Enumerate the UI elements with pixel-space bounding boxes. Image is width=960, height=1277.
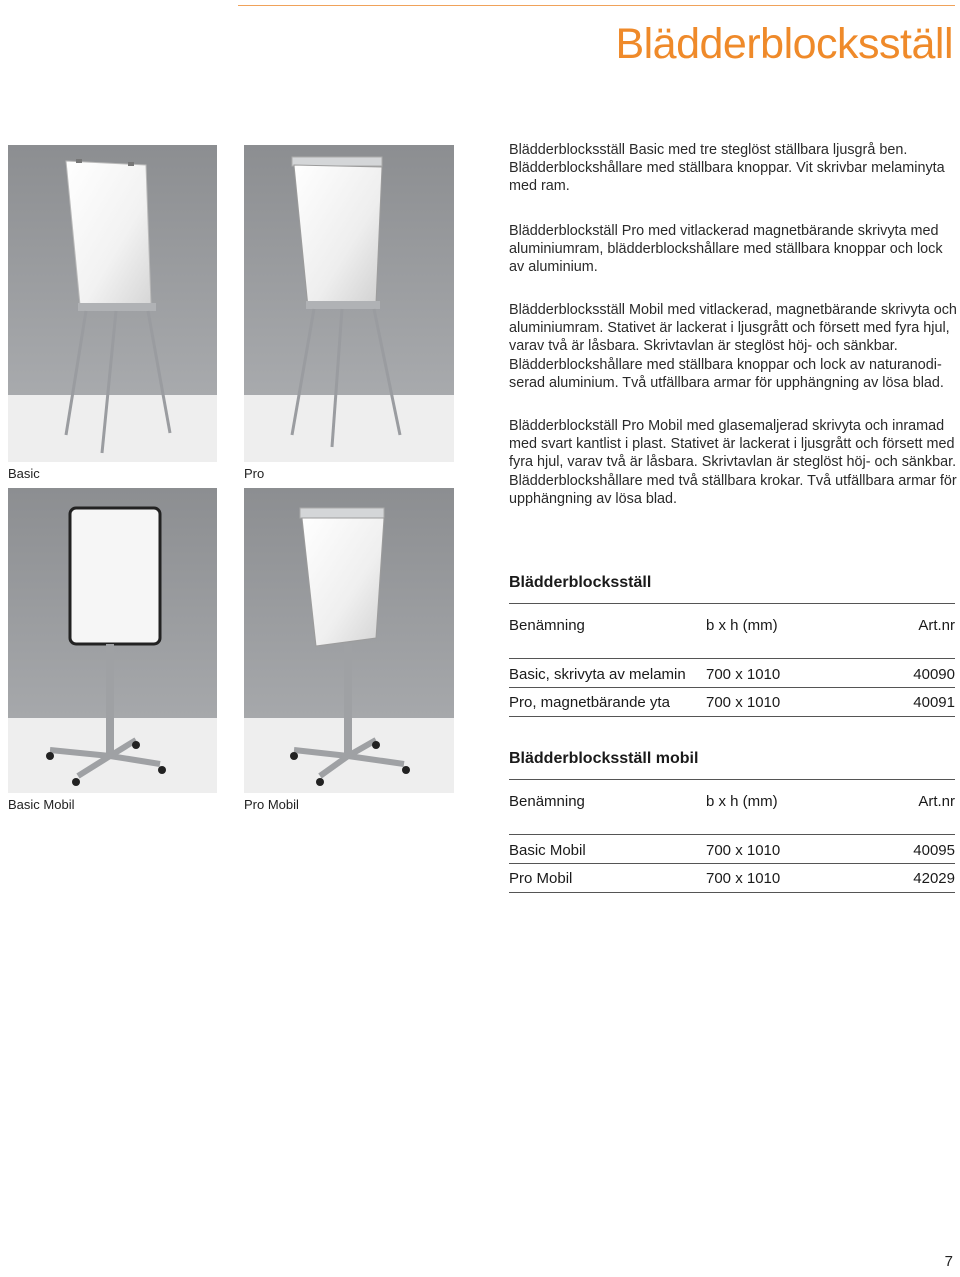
description-pro-mobil: Blädderblockställ Pro Mobil med glasemaljerad skrivyta och inramad med svart kantlist i plast. Stativet är lackerat i ljusgrått och försett med fyra hjul, varav två är låsbara. Skrivtavlan är steglöst höj- och sänkbar. Blädderblockshållare med två ställbara krokar. Två utfällbara armar för upphängning av lösa blad. <box>509 418 957 507</box>
column-header-size: b x h (mm) <box>706 793 778 810</box>
table-rule <box>509 834 955 835</box>
column-header-name: Benämning <box>509 617 585 634</box>
page-number: 7 <box>944 1253 953 1270</box>
table-title-mobile: Blädderblocksställ mobil <box>509 750 699 767</box>
cell-artnr: 40090 <box>913 666 955 683</box>
column-header-artnr: Art.nr <box>918 793 955 810</box>
cell-name: Basic Mobil <box>509 842 586 859</box>
pro-flipchart-photo <box>244 145 454 462</box>
product-caption-basic-mobil: Basic Mobil <box>8 797 75 812</box>
basic-flipchart-photo <box>8 145 217 462</box>
table-title-stand: Blädderblocksställ <box>509 574 652 591</box>
column-header-name: Benämning <box>509 793 585 810</box>
cell-size: 700 x 1010 <box>706 694 781 711</box>
top-accent-rule <box>238 5 955 6</box>
cell-name: Pro, magnetbärande yta <box>509 694 670 711</box>
table-rule <box>509 603 955 604</box>
cell-name: Pro Mobil <box>509 870 573 887</box>
cell-size: 700 x 1010 <box>706 666 781 683</box>
cell-artnr: 42029 <box>913 870 955 887</box>
page-title: Blädderblocksställ <box>615 20 953 68</box>
table-rule <box>509 716 955 717</box>
table-rule <box>509 863 955 864</box>
table-rule <box>509 687 955 688</box>
product-caption-pro: Pro <box>244 466 265 481</box>
product-caption-basic: Basic <box>8 466 40 481</box>
table-rule <box>509 658 955 659</box>
product-caption-pro-mobil: Pro Mobil <box>244 797 299 812</box>
pro-mobile-flipchart-photo <box>244 488 454 793</box>
description-pro: Blädderblockställ Pro med vitlackerad magnetbärande skrivyta med aluminiumram, blädderblockshållare med ställbara knoppar och lock av aluminium. <box>509 223 943 276</box>
basic-mobile-flipchart-photo <box>8 488 217 793</box>
cell-artnr: 40095 <box>913 842 955 859</box>
cell-size: 700 x 1010 <box>706 842 781 859</box>
cell-artnr: 40091 <box>913 694 955 711</box>
column-header-artnr: Art.nr <box>918 617 955 634</box>
table-rule <box>509 779 955 780</box>
table-rule <box>509 892 955 893</box>
column-header-size: b x h (mm) <box>706 617 778 634</box>
description-basic: Blädderblocksställ Basic med tre steglöst ställbara ljusgrå ben. Blädderblockshållare med ställbara knoppar. Vit skrivbar melaminyta med ram. <box>509 142 945 195</box>
cell-size: 700 x 1010 <box>706 870 781 887</box>
cell-name: Basic, skrivyta av melamin <box>509 666 686 683</box>
description-mobil: Blädderblocksställ Mobil med vitlackerad, magnetbärande skrivyta och aluminiumram. Stativet är lackerat i ljusgrått och försett med fyra hjul, varav två är låsbara. Skrivtavlan är steglöst höj- och sänkbar. Blädderblockshållare med ställbara knoppar och lock av naturanodi-serad aluminium. Två utfällbara armar för upphängning av lösa blad. <box>509 302 957 391</box>
